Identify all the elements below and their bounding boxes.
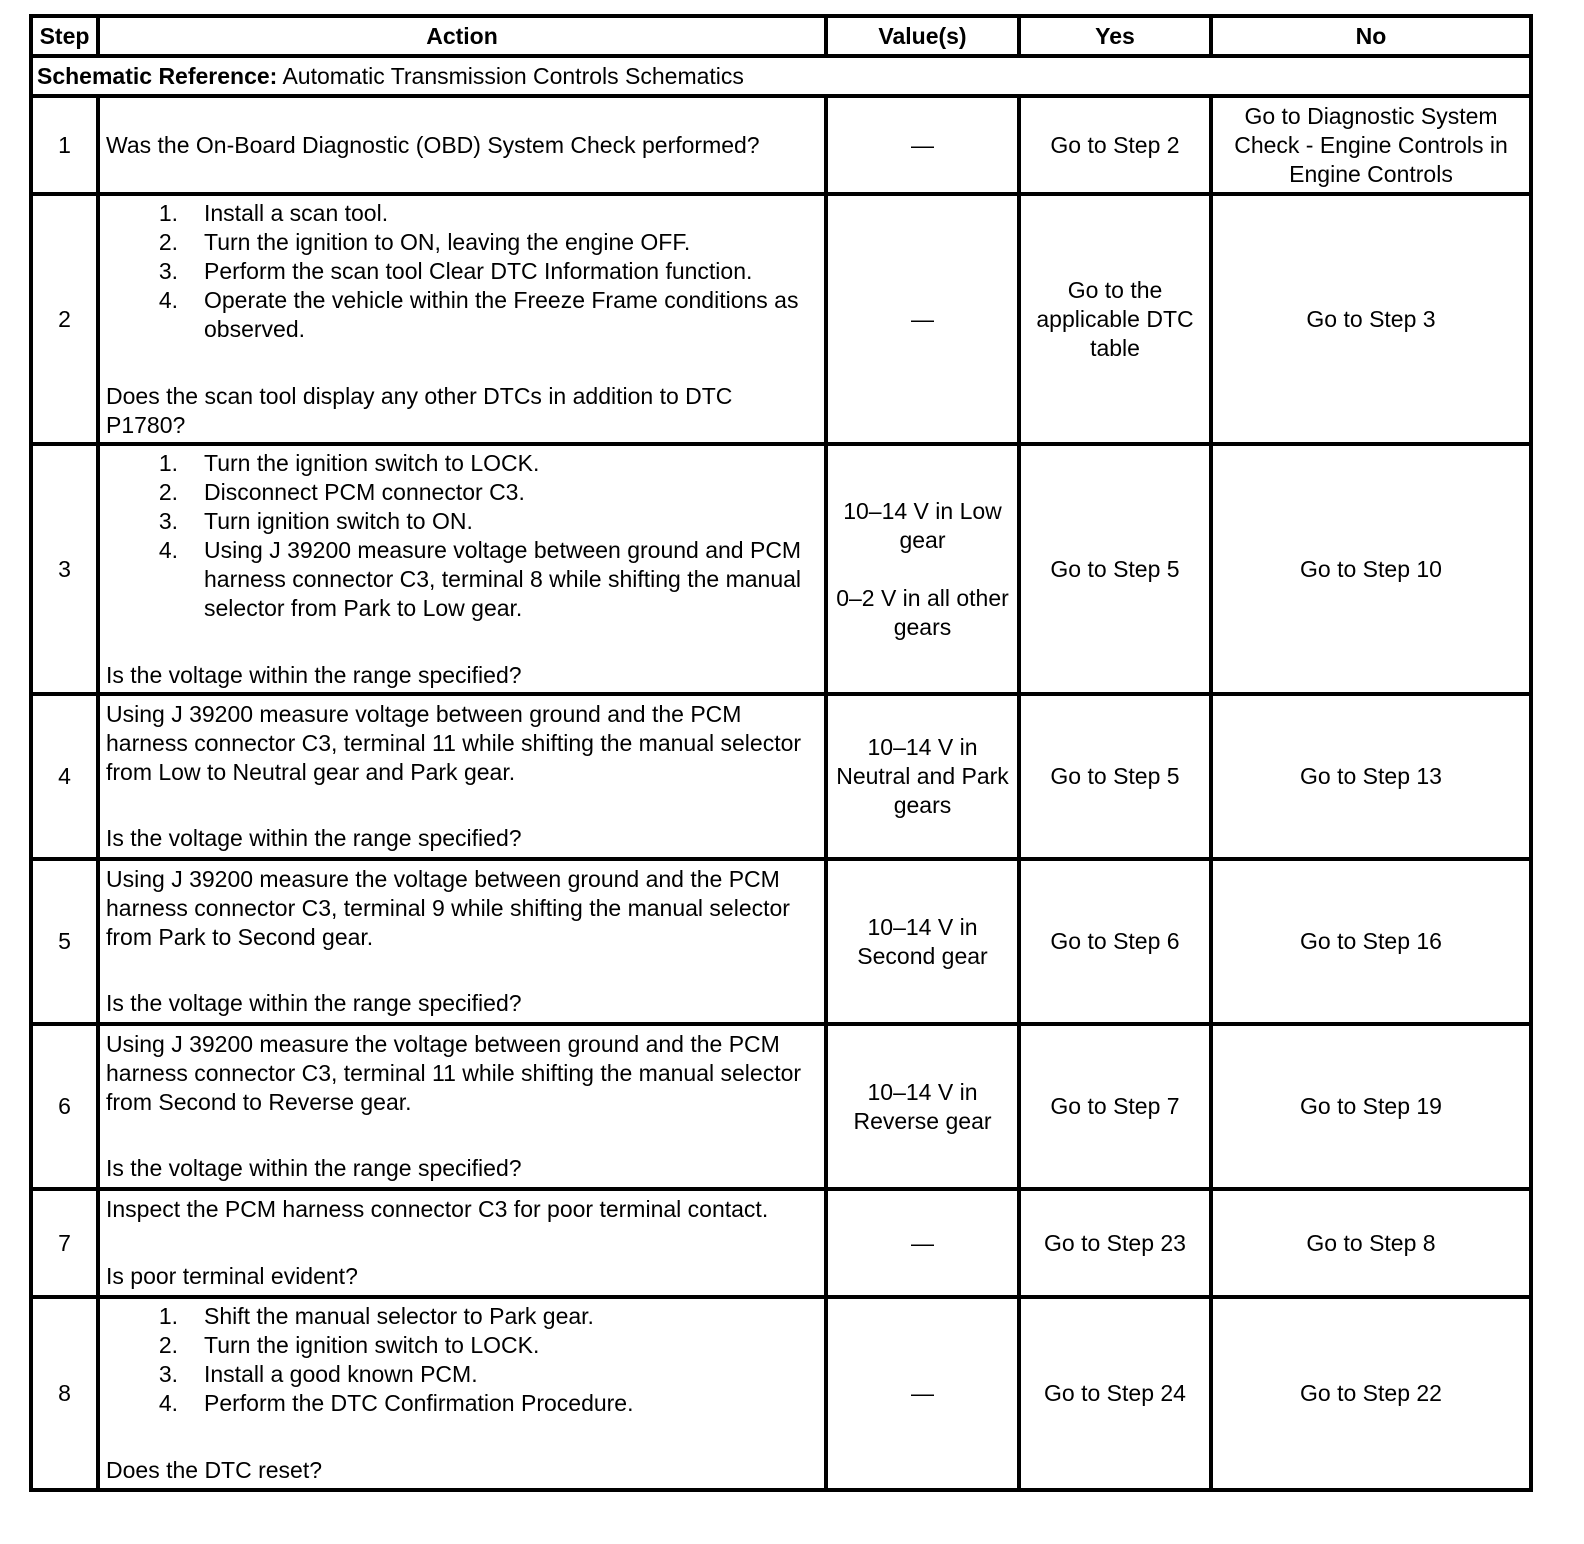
action-text: Was the On-Board Diagnostic (OBD) System Check performed? (106, 131, 760, 158)
list-item (106, 1389, 818, 1418)
value-cell: 10–14 V in Second gear (826, 859, 1019, 1024)
no-cell: Go to Step 10 (1211, 444, 1531, 694)
list-item-number: 3. (158, 257, 178, 284)
no-cell: Go to Step 3 (1211, 194, 1531, 444)
no-cell: Go to Step 22 (1211, 1297, 1531, 1490)
header-step: Step (31, 16, 98, 56)
yes-cell: Go to the applicable DTC table (1019, 194, 1211, 444)
question-text: Is the voltage within the range specified? (106, 825, 522, 851)
list-item-text: Shift the manual selector to Park gear. (204, 1303, 594, 1329)
instruction-list (106, 449, 818, 623)
instruction-list (106, 1302, 818, 1418)
yes-cell: Go to Step 5 (1019, 694, 1211, 859)
action-cell (98, 1189, 826, 1297)
list-item (106, 1302, 818, 1331)
yes-cell: Go to Step 23 (1019, 1189, 1211, 1297)
value-cell: — (826, 1189, 1019, 1297)
step-number: 3 (31, 444, 98, 694)
action-text: Using J 39200 measure voltage between ground and the PCM harness connector C3, terminal 11 while shifting the manual selector from Low to Neutral gear and Park gear. (106, 701, 802, 785)
question-text: Does the DTC reset? (106, 1457, 323, 1483)
value-cell: — (826, 1297, 1019, 1490)
question-text: Is the voltage within the range specified? (106, 661, 522, 688)
action-cell (98, 96, 826, 194)
list-item-text: Disconnect PCM connector C3. (204, 478, 525, 505)
list-item-number: 3. (158, 507, 178, 534)
list-item-text: Install a good known PCM. (204, 1361, 478, 1387)
list-item-text: Operate the vehicle within the Freeze Frame conditions as observed. (204, 286, 799, 342)
action-cell (98, 1024, 826, 1189)
step-number: 8 (31, 1297, 98, 1490)
yes-cell: Go to Step 2 (1019, 96, 1211, 194)
no-cell: Go to Step 13 (1211, 694, 1531, 859)
schematic-reference-row (31, 56, 1531, 96)
schematic-reference-label: Schematic Reference: (37, 62, 278, 89)
list-item-text: Using J 39200 measure voltage between ground and PCM harness connector C3, terminal 8 while shifting the manual selector from Park to Low gear. (204, 536, 802, 621)
action-text: Inspect the PCM harness connector C3 for poor terminal contact. (106, 1196, 769, 1222)
step-number: 4 (31, 694, 98, 859)
question-text: Is the voltage within the range specified? (106, 990, 522, 1016)
question-text: Is poor terminal evident? (106, 1263, 358, 1289)
action-text: Using J 39200 measure the voltage between ground and the PCM harness connector C3, terminal 11 while shifting the manual selector from Second to Reverse gear. (106, 1031, 802, 1115)
yes-cell: Go to Step 7 (1019, 1024, 1211, 1189)
list-item (106, 478, 818, 507)
table-row (31, 444, 1531, 694)
list-item (106, 507, 818, 536)
step-number: 6 (31, 1024, 98, 1189)
header-yes: Yes (1019, 16, 1211, 56)
list-item (106, 199, 818, 228)
list-item-text: Turn ignition switch to ON. (204, 507, 473, 534)
list-item-number: 2. (158, 478, 178, 505)
list-item (106, 449, 818, 478)
table-row (31, 694, 1531, 859)
value-cell (826, 444, 1019, 694)
list-item (106, 1331, 818, 1360)
list-item-number: 1. (158, 449, 178, 476)
yes-cell: Go to Step 24 (1019, 1297, 1211, 1490)
action-cell (98, 694, 826, 859)
table-row (31, 1189, 1531, 1297)
header-action: Action (98, 16, 826, 56)
list-item-number: 2. (158, 228, 178, 255)
list-item-text: Perform the DTC Confirmation Procedure. (204, 1390, 634, 1416)
list-item (106, 257, 818, 286)
header-row (31, 16, 1531, 56)
list-item-number: 4. (158, 1390, 178, 1416)
table-row (31, 1297, 1531, 1490)
value-cell: 10–14 V in Neutral and Park gears (826, 694, 1019, 859)
action-cell (98, 1297, 826, 1490)
header-no: No (1211, 16, 1531, 56)
list-item-number: 4. (158, 286, 178, 313)
yes-cell: Go to Step 5 (1019, 444, 1211, 694)
no-cell: Go to Step 8 (1211, 1189, 1531, 1297)
list-item-text: Install a scan tool. (204, 199, 389, 226)
list-item-number: 1. (158, 1303, 178, 1329)
value-cell: 10–14 V in Reverse gear (826, 1024, 1019, 1189)
list-item-number: 2. (158, 1332, 178, 1358)
table-row (31, 859, 1531, 1024)
yes-cell: Go to Step 6 (1019, 859, 1211, 1024)
schematic-reference (31, 56, 1531, 96)
value-secondary: 0–2 V in all other gears (836, 584, 1009, 640)
question-text: Does the scan tool display any other DTCs in addition to DTC P1780? (106, 382, 733, 438)
list-item (106, 228, 818, 257)
action-cell (98, 194, 826, 444)
list-item-number: 3. (158, 1361, 178, 1387)
value-gap (834, 555, 1011, 584)
value-cell: — (826, 96, 1019, 194)
instruction-list (106, 199, 818, 344)
table-row (31, 194, 1531, 444)
no-cell: Go to Diagnostic System Check - Engine Controls in Engine Controls (1211, 96, 1531, 194)
no-cell: Go to Step 16 (1211, 859, 1531, 1024)
list-item-text: Turn the ignition to ON, leaving the engine OFF. (204, 228, 691, 255)
list-item-text: Turn the ignition switch to LOCK. (204, 1332, 540, 1358)
action-cell (98, 444, 826, 694)
no-cell: Go to Step 19 (1211, 1024, 1531, 1189)
table-row (31, 1024, 1531, 1189)
list-item (106, 286, 818, 344)
step-number: 1 (31, 96, 98, 194)
list-item-text: Turn the ignition switch to LOCK. (204, 449, 540, 476)
diagnostic-table (29, 14, 1533, 1492)
list-item-text: Perform the scan tool Clear DTC Information function. (204, 257, 753, 284)
value-primary: 10–14 V in Low gear (843, 497, 1002, 553)
list-item-number: 1. (158, 199, 178, 226)
list-item (106, 1360, 818, 1389)
list-item-number: 4. (158, 536, 178, 563)
step-number: 2 (31, 194, 98, 444)
step-number: 5 (31, 859, 98, 1024)
question-text: Is the voltage within the range specified? (106, 1155, 522, 1181)
list-item (106, 536, 818, 623)
header-values: Value(s) (826, 16, 1019, 56)
action-cell (98, 859, 826, 1024)
table-row (31, 96, 1531, 194)
value-cell: — (826, 194, 1019, 444)
step-number: 7 (31, 1189, 98, 1297)
schematic-reference-text: Automatic Transmission Controls Schematics (277, 62, 744, 89)
action-text: Using J 39200 measure the voltage between ground and the PCM harness connector C3, terminal 9 while shifting the manual selector from Park to Second gear. (106, 866, 790, 950)
